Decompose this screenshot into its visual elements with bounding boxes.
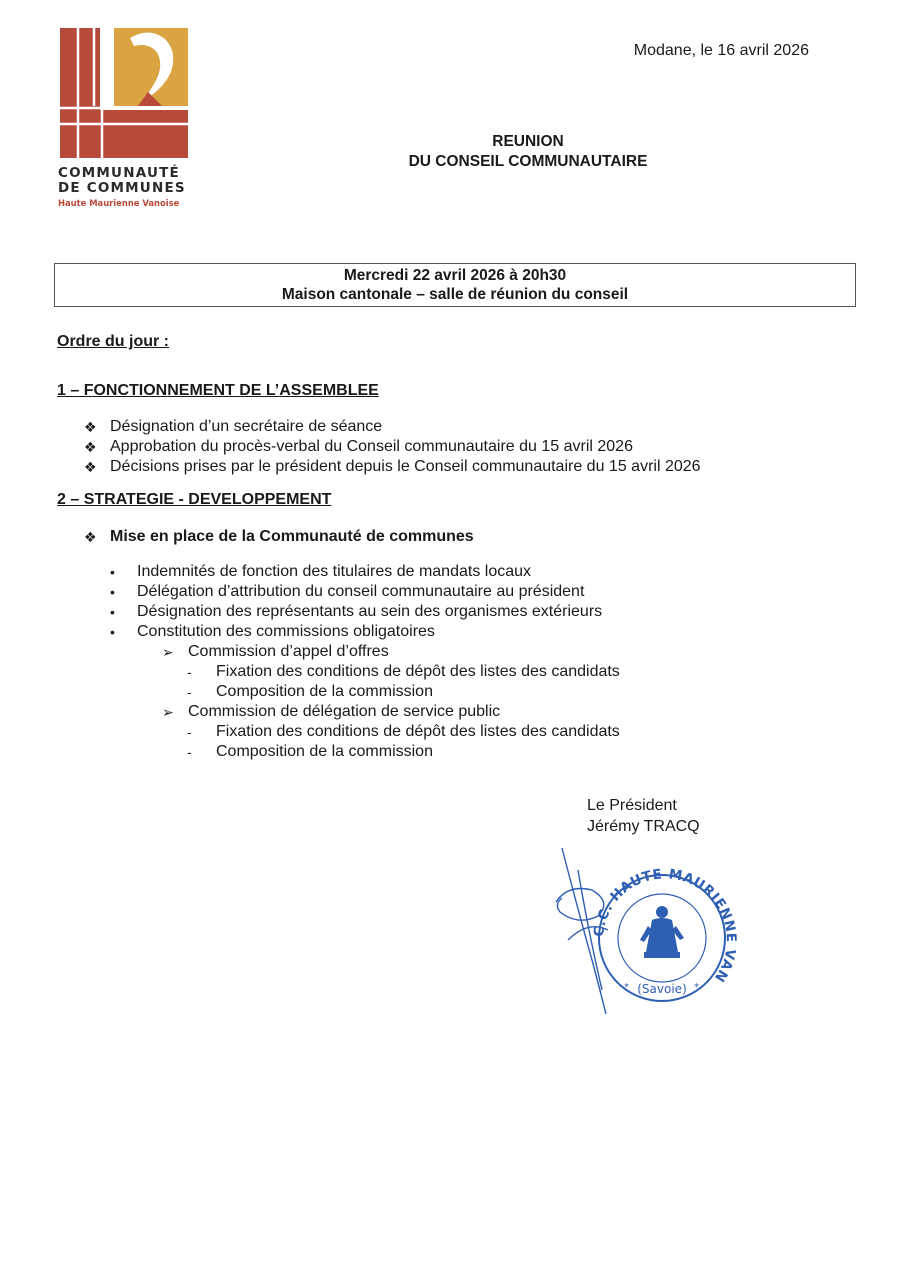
- bullet-icon: •: [110, 584, 115, 600]
- official-stamp: [548, 840, 738, 1025]
- logo: [58, 28, 192, 208]
- list-item: [110, 622, 435, 642]
- list-item-text: Désignation d’un secrétaire de séance: [110, 418, 383, 435]
- section2-heading: 2 – STRATEGIE - DEVELOPPEMENT: [57, 491, 332, 508]
- signatory-name: Jérémy TRACQ: [587, 818, 700, 835]
- dash-icon: -: [187, 744, 192, 760]
- bullet-icon: •: [110, 564, 115, 580]
- signatory: [587, 795, 700, 837]
- list-item: [84, 527, 474, 547]
- diamond-bullet-icon: ❖: [84, 419, 97, 435]
- list-item: [110, 602, 603, 622]
- commission-name: Commission de délégation de service public: [188, 703, 501, 720]
- list-item-text: Indemnités de fonction des titulaires de mandats locaux: [137, 563, 532, 580]
- title-line2: DU CONSEIL COMMUNAUTAIRE: [408, 153, 648, 170]
- meeting-info-box: [54, 263, 856, 307]
- sub-point-text: Composition de la commission: [216, 743, 433, 760]
- svg-text:C.C. HAUTE MAURIENNE VANOISE: [548, 840, 738, 985]
- logo-text-line2: DE COMMUNES: [58, 180, 186, 196]
- commission-item: [162, 702, 501, 722]
- sub-point: [187, 682, 433, 702]
- dash-icon: -: [187, 664, 192, 680]
- sub-point-text: Fixation des conditions de dépôt des listes des candidats: [216, 663, 620, 680]
- title-line1: REUNION: [492, 133, 564, 150]
- bullet-icon: •: [110, 624, 115, 640]
- stamp-figure-icon: [640, 906, 684, 958]
- list-item-text: Constitution des commissions obligatoires: [137, 623, 435, 640]
- dash-icon: -: [187, 684, 192, 700]
- meeting-where: Maison cantonale – salle de réunion du conseil: [281, 286, 629, 303]
- svg-text:*: *: [694, 982, 699, 993]
- logo-text-line3: Haute Maurienne Vanoise: [58, 198, 180, 208]
- stamp-seal-icon: [548, 840, 738, 1020]
- arrow-bullet-icon: ➢: [162, 704, 174, 720]
- diamond-bullet-icon: ❖: [84, 439, 97, 455]
- sub-point-text: Fixation des conditions de dépôt des listes des candidats: [216, 723, 620, 740]
- section1-heading: 1 – FONCTIONNEMENT DE L’ASSEMBLEE: [57, 382, 379, 399]
- bullet-icon: •: [110, 604, 115, 620]
- meeting-when: Mercredi 22 avril 2026 à 20h30: [343, 267, 567, 284]
- document-title: [300, 132, 756, 172]
- svg-text:*: *: [624, 982, 629, 993]
- arrow-bullet-icon: ➢: [162, 644, 174, 660]
- stamp-ring-text: C.C. HAUTE MAURIENNE VAN: [590, 866, 738, 986]
- commission-name: Commission d’appel d’offres: [188, 643, 389, 660]
- sub-point-text: Composition de la commission: [216, 683, 433, 700]
- list-item: [84, 437, 633, 457]
- agenda-heading: Ordre du jour :: [57, 333, 169, 350]
- list-item: [110, 582, 585, 602]
- place-date: Modane, le 16 avril 2026: [633, 42, 809, 59]
- sub-point: [187, 742, 433, 762]
- diamond-bullet-icon: ❖: [84, 529, 97, 545]
- list-item: [110, 562, 532, 582]
- commission-item: [162, 642, 389, 662]
- list-item-text: Approbation du procès-verbal du Conseil communautaire du 15 avril 2026: [110, 438, 633, 455]
- sub-point: [187, 722, 620, 742]
- signatory-role: Le Président: [587, 797, 677, 814]
- list-item: [84, 457, 701, 477]
- logo-emblem: [58, 28, 190, 160]
- logo-text-line1: COMMUNAUTÉ: [58, 165, 180, 181]
- main-item-text: Mise en place de la Communauté de communes: [110, 528, 474, 545]
- list-item-text: Décisions prises par le président depuis le Conseil communautaire du 15 avril 2026: [110, 458, 701, 475]
- list-item: [84, 417, 383, 437]
- sub-point: [187, 662, 620, 682]
- list-item-text: Délégation d’attribution du conseil communautaire au président: [137, 583, 585, 600]
- stamp-bottom-text: (Savoie): [637, 982, 687, 996]
- list-item-text: Désignation des représentants au sein des organismes extérieurs: [137, 603, 603, 620]
- diamond-bullet-icon: ❖: [84, 459, 97, 475]
- dash-icon: -: [187, 724, 192, 740]
